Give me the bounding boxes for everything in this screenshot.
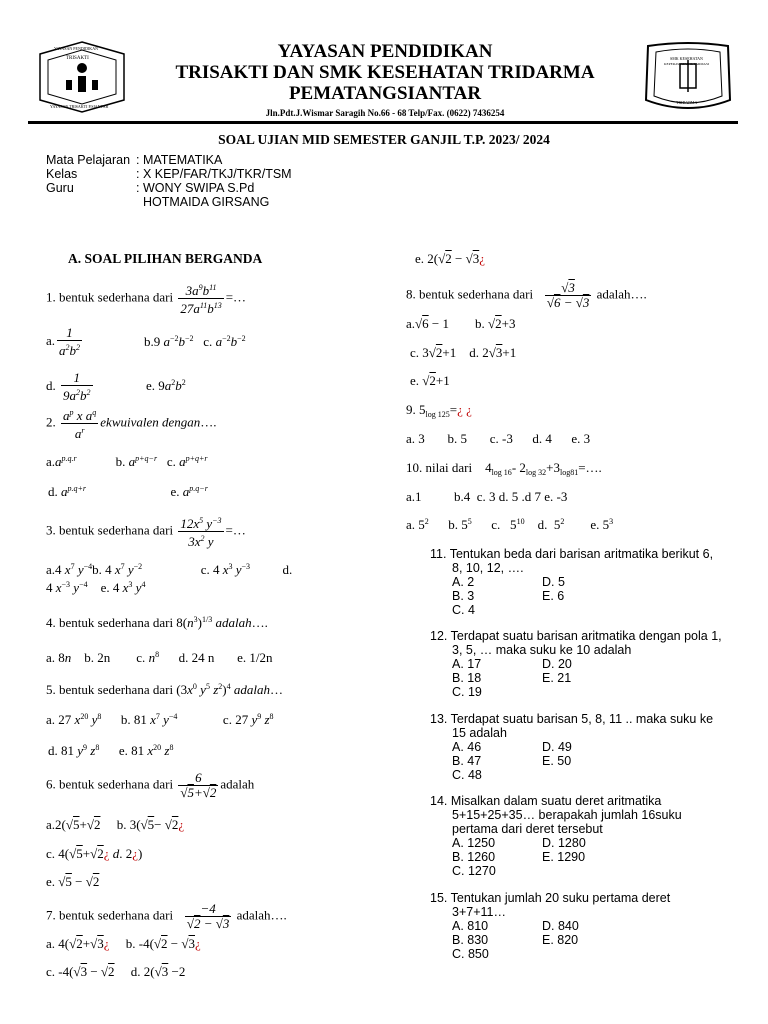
question-9: 9. $5_{log 125}=¿$ ¿: [406, 402, 472, 419]
teacher-value-2: HOTMAIDA GIRSANG: [142, 195, 270, 209]
question-6: 6. bentuk sederhana dari $\frac{6}{√5+√2}$ adalah: [46, 770, 255, 800]
yayasan-logo: [36, 40, 128, 114]
question-8: 8. bentuk sederhana dari $\frac{√3}{√6 - √3}$ adalah….: [406, 280, 647, 310]
question-12: 12. Terdapat suatu barisan aritmatika dengan pola 1, 3, 5, … maka suku ke 10 adalah A. 17 D. 20 B. 18 E. 21 C. 19: [430, 629, 722, 699]
question-5-options-row-2: d. 81 $y^9$ $z^8$ e. 81 $x^{20}$ $z^8$: [48, 743, 174, 758]
subject-label: Mata Pelajaran: [46, 153, 131, 167]
question-6-option-e: e. √5 − √2: [46, 874, 100, 889]
question-11: 11. Tentukan beda dari barisan aritmatika berikut 6, 8, 10, 12, …. A. 2 D. 5 B. 3 E. 6 C. 4: [430, 547, 714, 617]
teacher-value-1: : WONY SWIPA S.Pd: [136, 181, 255, 195]
right-logo-top: SMK KESEHATAN: [670, 56, 703, 61]
header-line-2: TRISAKTI DAN SMK KESEHATAN TRIDARMA: [175, 62, 595, 83]
question-13: 13. Terdapat suatu barisan 5, 8, 11 .. maka suku ke 15 adalah A. 46 D. 49 B. 47 E. 50 C. 48: [430, 712, 714, 782]
left-logo-bottom: YAYASAN TRISAKTI P.SIANTAR: [50, 104, 109, 109]
question-1-option-e: e. $9a^2b^2$: [146, 378, 186, 393]
question-10: 10. nilai dari $4_{log 16}-$ $2_{log 32}+3_{log81}=\dots$.: [406, 460, 602, 477]
question-7-option-e: e. 2(√2 − √3¿: [415, 251, 485, 266]
section-a-title: A. SOAL PILIHAN BERGANDA: [68, 251, 263, 266]
question-3: 3. bentuk sederhana dari $\frac{12x^5 y^{-3}}{3x^2 y}$ =…: [46, 516, 246, 549]
question-8-options-row-2: c. 3√2+1 d. 2√3+1: [410, 345, 517, 360]
header-line-1: YAYASAN PENDIDIKAN: [277, 41, 493, 62]
header-line-3: PEMATANGSIANTAR: [288, 83, 482, 104]
left-logo-mid: TRISAKTI: [66, 56, 89, 61]
question-7: 7. bentuk sederhana dari $\frac{-4}{√2 - √3}$ adalah….: [46, 901, 287, 931]
question-14: 14. Misalkan dalam suatu deret aritmatika 5+15+25+35… berapakah jumlah 16suku pertama dari deret tersebut A. 1250 D. 1280 B. 1260 E. 1290 C. 1270: [430, 794, 682, 878]
exam-info: [46, 153, 292, 209]
question-8-options-row-1: a.√6 − 1 b. √2+3: [406, 316, 516, 331]
question-15: 15. Tentukan jumlah 20 suku pertama deret 3+7+11… A. 810 D. 840 B. 830 E. 820 C. 850: [430, 891, 671, 961]
question-1-option-d: d. $\frac{1}{9a^2b^2}$: [46, 370, 91, 403]
question-6-options-row-2: c. 4(√5+√2¿ d. 2¿): [46, 846, 143, 861]
question-1-option-a: a. $\frac{1}{a^2b^2}$: [46, 325, 81, 358]
right-logo-bottom: TRIDARMA: [676, 100, 698, 105]
exam-title: SOAL UJIAN MID SEMESTER GANJIL T.P. 2023/ 2024: [218, 132, 550, 147]
question-6-options-row-1: a.2(√5+√2 b. 3(√5− √2¿: [46, 817, 185, 832]
question-10-options: a.1 b.4 c. 3 d. 5 .d 7 e. -3: [406, 489, 568, 504]
right-logo-mid: KEPERAWATAN & FARMASI: [664, 62, 710, 66]
question-2-options-row-2: d. $a^{p.q+r}$ e. $a^{p.q-r}$: [48, 484, 208, 499]
subject-value: : MATEMATIKA: [136, 153, 223, 167]
question-10-alt-options: a. $5^2$ b. $5^5$ c. $5^{10}$ d. $5^2$ e. $5^3$: [406, 517, 614, 532]
left-logo-top: YAYASAN PENDIDIKAN: [54, 46, 98, 51]
smk-logo: [640, 40, 736, 116]
question-7-options-row-1: a. 4(√2+√3¿ b. -4(√2 − √3¿: [46, 936, 201, 951]
class-label: Kelas: [46, 167, 78, 181]
question-4: 4. bentuk sederhana dari $8(n^3)^{1/3}$ adalah….: [46, 615, 268, 630]
question-1-options-b-c: b.9 $a^{-2}b^{-2}$ c. $a^{-2}b^{-2}$: [144, 334, 246, 349]
question-3-options-row-1: a.4 $x^7$ $y^{-4}b$. 4 $x^7$ $y^{-2}$ c. 4 $x^3$ $y^{-3}$ d.: [46, 562, 293, 577]
teacher-label: Guru: [46, 181, 74, 195]
question-7-options-row-2: c. -4(√3 − √2 d. 2(√3 −2: [46, 964, 186, 979]
question-2-options-row-1: $a.a^{p.q.r}$ b. $a^{p+q-r}$ c. $a^{p+q+r}$: [46, 454, 208, 469]
header-address: Jln.Pdt.J.Wismar Saragih No.66 - 68 Telp/Fax. (0622) 7436254: [265, 108, 505, 118]
question-2: 2. $\frac{a^p x a^q}{a^r}$ ekwuivalen dengan….: [46, 408, 217, 441]
class-value: : X KEP/FAR/TKJ/TKR/TSM: [136, 167, 292, 181]
question-9-options: a. 3 b. 5 c. -3 d. 4 e. 3: [406, 431, 591, 446]
question-4-options: a. 8n b. 2n c. $n^8$ d. 24 n e. 1/2n: [46, 650, 273, 665]
header-rule: [28, 121, 738, 124]
question-5-options-row-1: a. 27 $x^{20}$ $y^8$ b. 81 $x^7$ $y^{-4}$ c. 27 $y^9$ $z^8$: [46, 712, 274, 727]
question-3-options-row-2: 4 $x^{-3}$ $y^{-4}$ e. 4 $x^3$ $y^4$: [46, 580, 146, 595]
question-1: 1. bentuk sederhana dari $\frac{3a^9b^{11}}{27a^{11}b^{13}}$ =…: [46, 283, 247, 316]
question-8-option-e: e. √2+1: [410, 373, 450, 388]
question-5: 5. bentuk sederhana dari ($3x^0$ $y^5$ $z^2)^4$ adalah…: [46, 682, 283, 697]
